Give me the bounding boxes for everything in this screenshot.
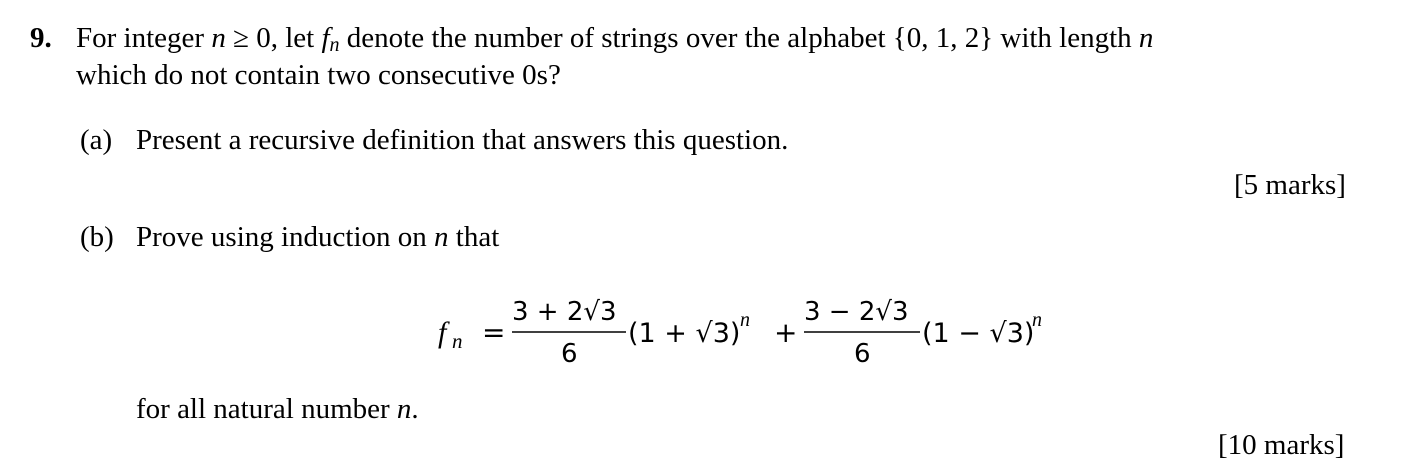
text: for all natural number: [136, 393, 397, 425]
variable-n: n: [1138, 22, 1154, 54]
term-1: (1 + √3): [628, 318, 741, 349]
question-text-line-2: which do not contain two consecutive 0s?: [76, 59, 561, 91]
subscript-n: n: [329, 34, 340, 56]
text: .: [411, 393, 419, 425]
variable-n: n: [211, 22, 226, 54]
fraction-2-denominator: 6: [854, 339, 871, 369]
question-text-line-1: [76, 21, 1153, 62]
function-f: f: [321, 22, 330, 54]
text: Prove using induction on: [136, 221, 435, 253]
question-number: 9.: [30, 22, 52, 54]
formula-plus: +: [774, 316, 798, 349]
exponent-1: n: [740, 309, 750, 331]
text: that: [448, 221, 500, 253]
exponent-2: n: [1032, 309, 1042, 331]
fraction-2-numerator: 3 − 2√3: [804, 297, 909, 327]
text: ≥ 0, let: [225, 22, 322, 54]
part-b-label: (b): [80, 221, 114, 253]
fraction-1-denominator: 6: [561, 339, 578, 369]
part-a-label: (a): [80, 124, 113, 156]
formula-equals: =: [482, 316, 506, 349]
variable-n: n: [396, 393, 412, 425]
part-a-text: Present a recursive definition that answers this question.: [136, 124, 789, 156]
variable-n: n: [434, 221, 449, 253]
part-a-marks: [5 marks]: [1234, 169, 1346, 201]
induction-formula: [438, 286, 1078, 370]
part-b-text: [136, 220, 499, 254]
part-b-marks: [10 marks]: [1218, 429, 1345, 461]
term-2: (1 − √3): [922, 318, 1035, 349]
fraction-1-numerator: 3 + 2√3: [512, 297, 617, 327]
formula-f-subscript: n: [452, 329, 463, 353]
text: denote the number of strings over the alphabet {0, 1, 2} with length: [339, 22, 1139, 54]
text: For integer: [76, 22, 212, 54]
part-b-closing-text: [136, 392, 419, 426]
formula-f: f: [438, 316, 447, 349]
